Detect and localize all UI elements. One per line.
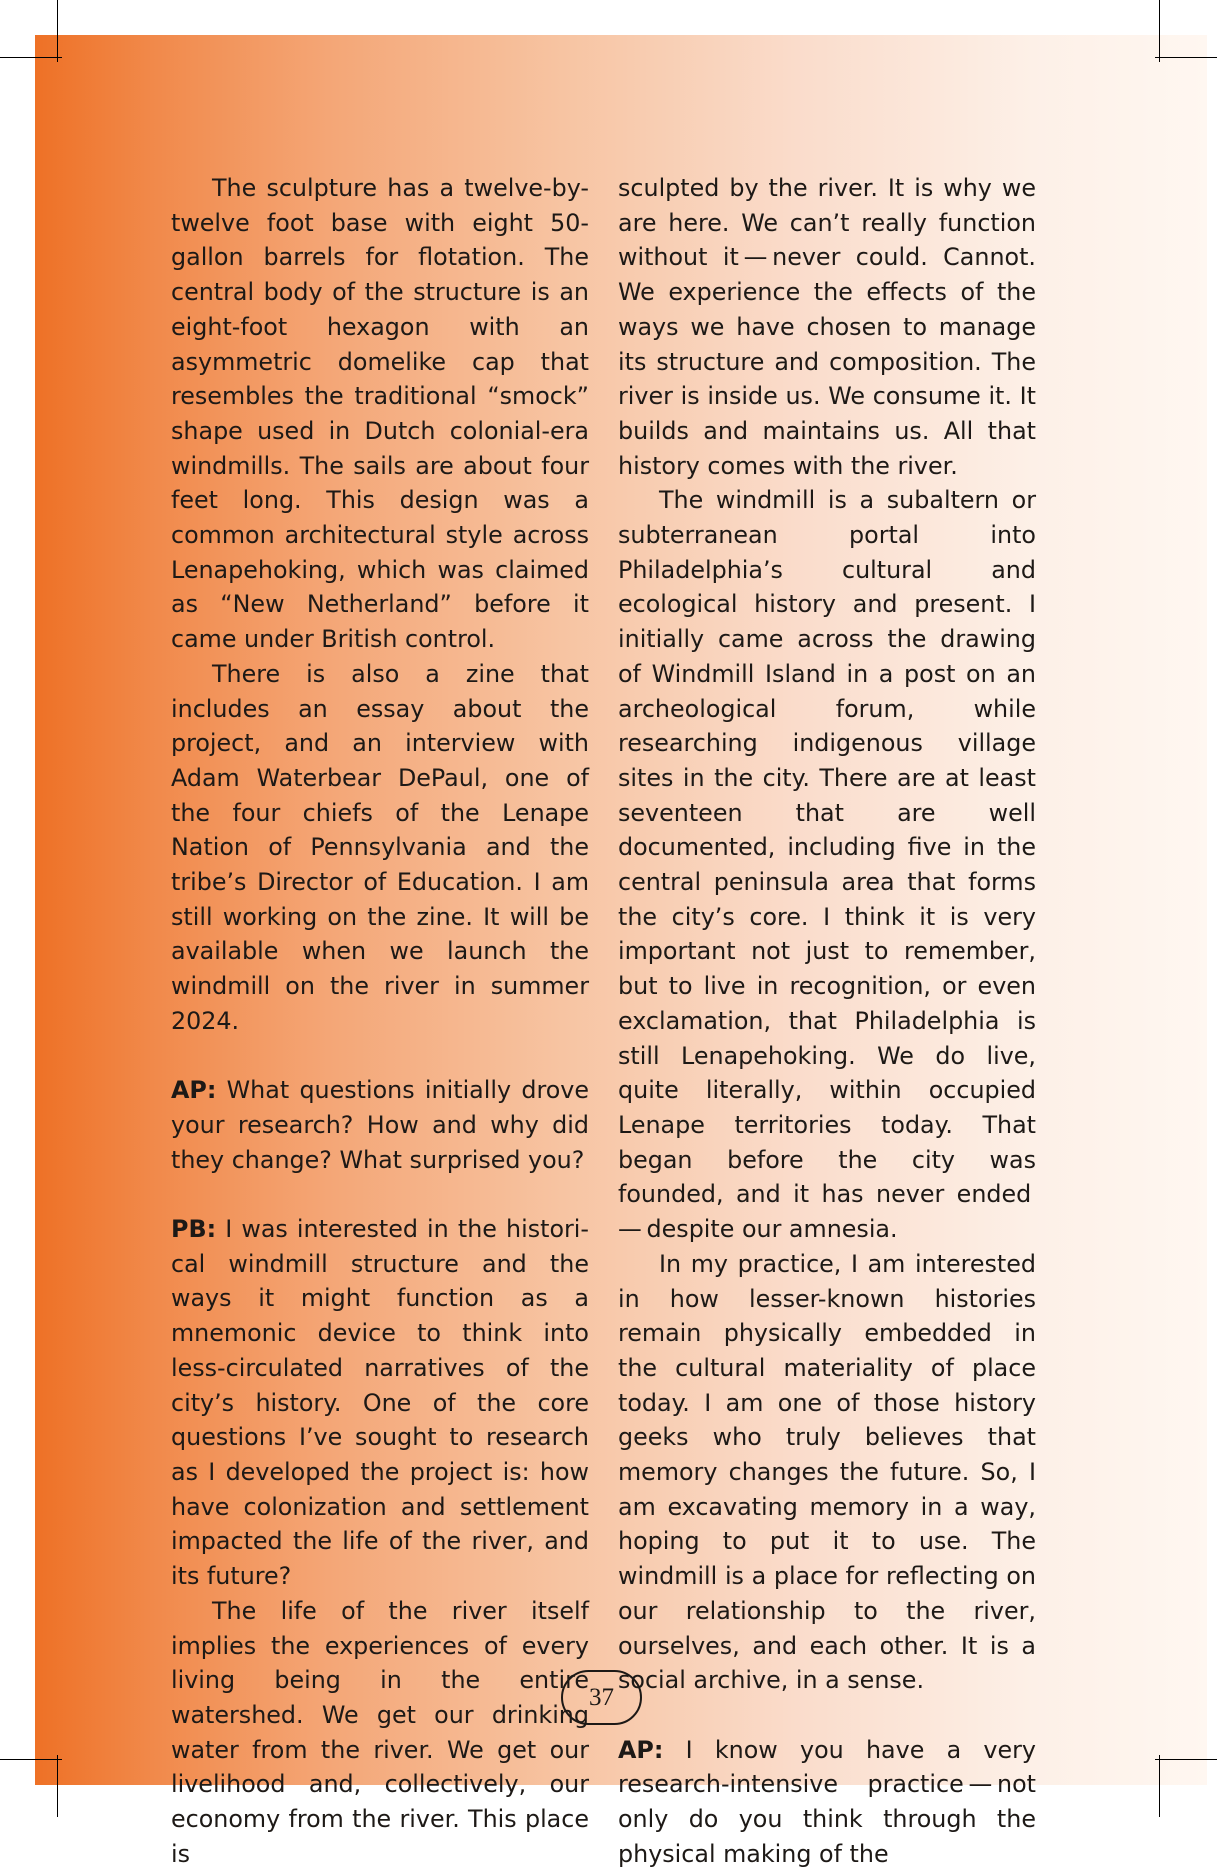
crop-mark-bottom-left-horizontal bbox=[0, 1759, 62, 1760]
right-text-column bbox=[618, 171, 1036, 1871]
crop-mark-top-right-vertical bbox=[1159, 0, 1160, 62]
paragraph: In my practice, I am interested in how lesser-known histories remain physically embedded in the cultural materiality of place today. I am one of those history geeks who truly believes that memory changes the future. So, I am excavating memory in a way, hoping to put it to use. The windmill is a place for reflecting on our relationship to the river, ourselves, and each other. It is a social archive, in a sense. bbox=[618, 1249, 1036, 1695]
interview-answer bbox=[171, 1212, 589, 1594]
paragraph: There is also a zine that includes an essay about the project, and an interview with Adam Waterbear DePaul, one of the four chiefs of the Lenape Nation of Pennsylvania and the tribe’s Director of Education. I am still working on the zine. It will be available when we launch the windmill on the river in summer 2024. bbox=[171, 659, 589, 1035]
crop-mark-top-left-vertical bbox=[57, 0, 58, 62]
crop-mark-top-left-horizontal bbox=[0, 57, 62, 58]
interview-question bbox=[171, 1073, 589, 1177]
crop-mark-bottom-left-vertical bbox=[57, 1755, 58, 1817]
crop-mark-bottom-right-horizontal bbox=[1155, 1759, 1217, 1760]
speaker-label: AP: bbox=[618, 1735, 664, 1764]
question-text: What questions initially drove your research? How and why did they change? What surprised you? bbox=[171, 1076, 589, 1174]
paragraph: sculpted by the river. It is why we are here. We can’t really function without it — never could. Cannot. We experience the effects of the ways we have chosen to manage its structure and composition. The river is inside us. We consume it. It builds and maintains us. All that history comes with the river. bbox=[618, 174, 1036, 480]
speaker-label: PB: bbox=[171, 1215, 217, 1244]
page-number: 37 bbox=[561, 1670, 642, 1725]
question-text: I know you have a very research-intensive practice — not only do you think through the physical making of the bbox=[618, 1735, 1036, 1868]
speaker-label: AP: bbox=[171, 1076, 217, 1105]
paragraph: The sculpture has a twelve-by-twelve foot base with eight 50-gallon barrels for flotation. The central body of the structure is an eight-foot hexagon with an asymmetric domelike cap that resembles the traditional “smock” shape used in Dutch colonial-era windmills. The sails are about four feet long. This design was a common architectural style across Lenapehoking, which was claimed as “New Netherland” before it came under British control. bbox=[171, 174, 589, 654]
paragraph: The windmill is a subaltern or subterranean portal into Philadelphia’s cultural and ecological history and present. I initially came across the drawing of Windmill Island in a post on an archeological forum, while researching indigenous village sites in the city. There are at least seventeen that are well documented, including five in the central peninsula area that forms the city’s core. I think it is very important not just to remember, but to live in recognition, or even exclamation, that Philadelphia is still Lenapehoking. We do live, quite literally, within occupied Lenape territories today. That began before the city was founded, and it has never ended — despite our amnesia. bbox=[618, 486, 1036, 1244]
paragraph: The life of the river itself implies the experiences of every living being in the entire watershed. We get our drinking water from the river. We get our livelihood and, collectively, our economy from the river. This place is bbox=[171, 1596, 589, 1868]
crop-mark-bottom-right-vertical bbox=[1159, 1755, 1160, 1817]
crop-mark-top-right-horizontal bbox=[1155, 57, 1217, 58]
answer-text: I was interested in the historical windmill structure and the ways it might function as a mnemonic device to think into less-circulated narratives of the city’s history. One of the core questions I’ve sought to research as I developed the project is: how have colonization and settlement impacted the life of the river, and its future? bbox=[171, 1215, 589, 1591]
interview-question bbox=[618, 1733, 1036, 1871]
left-text-column bbox=[171, 171, 589, 1871]
